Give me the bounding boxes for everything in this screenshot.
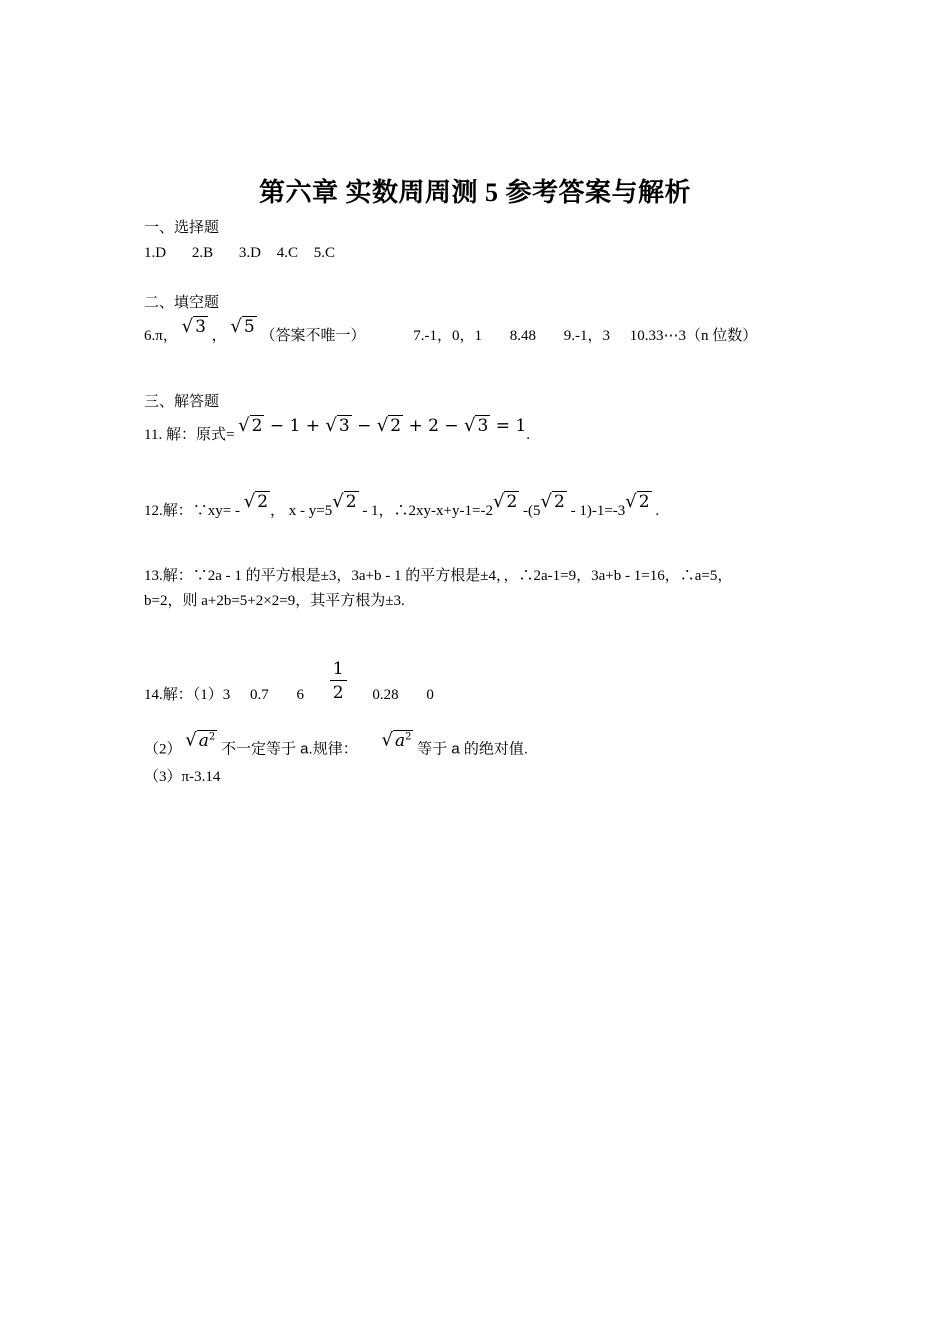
page-title: 第六章 实数周周测 5 参考答案与解析 (258, 178, 691, 207)
q14-part-2 (144, 729, 529, 760)
q12-part-4: -(5 (519, 503, 541, 519)
q6-sqrt-3: √ 3 (181, 316, 206, 337)
q6-note: （答案不唯一） (260, 328, 366, 344)
radical-sign-icon: √ (625, 491, 637, 512)
q13-l2-e: ±3. (385, 593, 405, 609)
q14-p2-prefix: （2） (144, 741, 182, 758)
q14-part-3: （3）π-3.14 (144, 769, 221, 785)
q12-part-1: 12.解：∵xy= - (144, 503, 244, 519)
section-heading-choice: 一、选择题 (144, 220, 220, 236)
q7-answer: 7.-1，0，1 (413, 328, 482, 344)
q9-answer: 9.-1，3 (563, 328, 610, 344)
radical-sign-icon: √ (492, 491, 505, 512)
q13-l1-e: ±4，，∴2a-1=9，3a+b - 1=16，∴a=5， (480, 568, 733, 584)
q13-l2-c: a+2b=5+2×2=9， (197, 593, 311, 609)
choice-answer-4: 4.C (276, 245, 298, 261)
choice-answer-2: 2.B (191, 245, 214, 261)
section-heading-fill: 二、填空题 (144, 295, 220, 311)
choice-answer-3: 3.D (238, 245, 261, 261)
q14-p1-value-6: 0 (426, 686, 434, 703)
q14-p1-value-3: 6 (296, 686, 305, 703)
q12-solution (144, 491, 660, 521)
q14-p1-value-5: 0.28 (372, 686, 399, 703)
choice-answers (144, 243, 335, 263)
q13-l1-d: 的平方根是 (405, 567, 481, 584)
q11-sqrt-3a: √ 3 (325, 415, 350, 436)
q13-line-1 (144, 566, 732, 586)
q13-l1-b: 的平方根是 (245, 567, 321, 584)
q6-prefix: 6.π， (144, 328, 178, 344)
radical-sign-icon: √ (230, 316, 242, 337)
q12-sqrt-5: √ 2 (625, 491, 650, 512)
radical-sign-icon: √ (332, 491, 344, 512)
radical-sign-icon: √ (238, 415, 250, 436)
q11-term-2: − (351, 416, 377, 436)
choice-answer-1: 1.D (144, 245, 167, 261)
q11-sqrt-3b: √ 3 (464, 415, 489, 436)
q13-l2-a: b=2， (144, 593, 183, 609)
q11-prefix: 11. 解：原式= (144, 427, 235, 443)
q11-solution (144, 415, 530, 445)
q10-answer: 10.33⋯3（n 位数） (629, 328, 758, 344)
q14-sqrt-a-squared-1: √ $a^2$ (185, 729, 216, 751)
q11-term-3: + 2 − (403, 416, 464, 436)
q11-sqrt-2b: √ 2 (376, 415, 402, 436)
q13-l1-c: ±3，3a+b - 1 (320, 568, 406, 584)
radical-sign-icon: √ (243, 491, 256, 512)
radical-sign-icon: √ (181, 316, 194, 337)
q14-p2-text-2: 等于 a 的绝对值. (417, 740, 529, 758)
q6-sqrt-5: √ 5 (230, 316, 255, 337)
q14-p1-prefix: 14.解：（1）3 (144, 686, 231, 703)
q12-part-3: - 1，∴2xy-x+y-1=-2 (358, 503, 493, 519)
q8-answer: 8.48 (509, 328, 536, 344)
choice-answer-5: 5.C (313, 245, 335, 261)
section-heading-solve: 三、解答题 (144, 394, 220, 410)
radical-sign-icon: √ (540, 491, 553, 512)
q12-sqrt-3: √ 2 (492, 491, 518, 512)
q12-part-6: . (651, 503, 660, 519)
q12-sqrt-1: √ 2 (243, 491, 269, 512)
q13-line-2 (144, 591, 405, 611)
radical-sign-icon: √ (464, 415, 476, 436)
q13-l2-d: 其平方根为 (310, 592, 386, 609)
q14-part-1 (144, 659, 434, 719)
q11-sqrt-2a: √ 2 (238, 415, 263, 436)
fill-answers (144, 316, 758, 346)
q12-sqrt-2: √ 2 (332, 491, 357, 512)
radical-sign-icon: √ (376, 415, 389, 436)
q12-sqrt-4: √ 2 (540, 491, 565, 512)
radical-sign-icon: √ (381, 729, 393, 751)
radical-sign-icon: √ (185, 729, 197, 751)
q14-fraction-half: $\frac{1}{2}$ (330, 658, 347, 705)
q14-sqrt-a-squared-2: √ $a^2$ (381, 729, 412, 751)
q11-term-1: − 1 + (264, 416, 326, 436)
q6-separator: ， (211, 328, 227, 344)
q14-p2-text-1: 不一定等于 a.规律： (221, 740, 358, 758)
q14-p1-value-2: 0.7 (250, 686, 269, 703)
q12-part-5: - 1)-1=-3 (566, 503, 626, 519)
q13-l1-a: 13.解：∵2a - 1 (144, 568, 246, 584)
radical-sign-icon: √ (325, 415, 337, 436)
q12-part-2: ， x - y=5 (270, 503, 333, 519)
q11-term-4: = 1 (490, 416, 527, 436)
q13-l2-b: 则 (182, 592, 198, 609)
q11-end: . (526, 427, 530, 443)
